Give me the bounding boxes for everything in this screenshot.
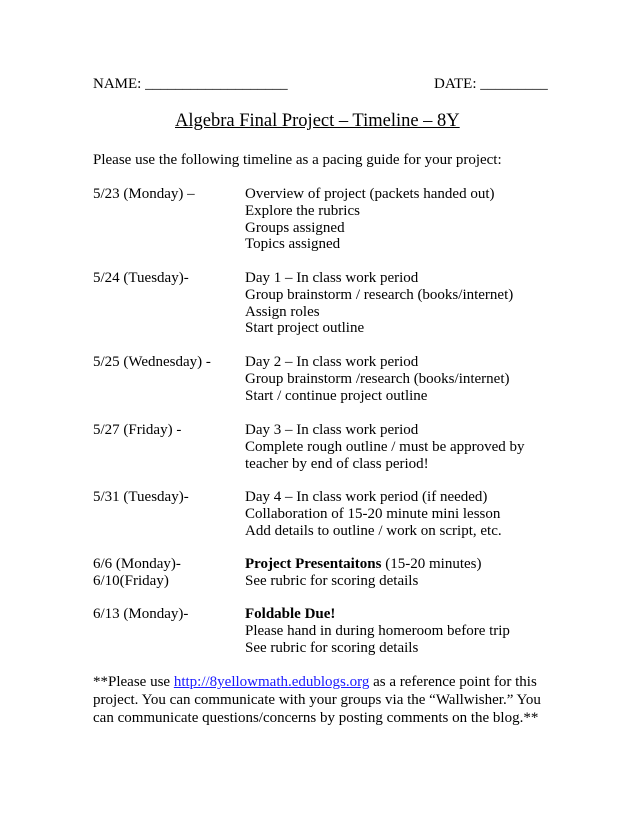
detail-line: Topics assigned — [245, 236, 341, 253]
timeline-date — [93, 422, 181, 439]
date-line: 5/25 (Wednesday) - — [93, 354, 211, 370]
detail-lead-line — [245, 556, 481, 573]
footer-prefix: **Please use — [93, 674, 174, 690]
detail-line: Assign roles — [245, 303, 320, 320]
detail-line: Collaboration of 15-20 minute mini lesson — [245, 505, 501, 522]
blog-link[interactable]: http://8yellowmath.edublogs.org — [173, 674, 370, 690]
date-line: 6/6 (Monday)- — [93, 556, 181, 572]
timeline-date — [93, 556, 181, 590]
foldable-due-heading: Foldable Due! — [245, 606, 336, 622]
intro-text: Please use the following timeline as a pacing guide for your project: — [93, 152, 502, 168]
timeline-date — [93, 606, 188, 623]
detail-line: Group brainstorm /research (books/internet) — [245, 370, 510, 387]
timeline-details — [245, 489, 502, 539]
detail-line: Add details to outline / work on script, etc. — [245, 522, 502, 539]
detail-line: Explore the rubrics — [245, 202, 360, 219]
detail-line: Groups assigned — [245, 219, 345, 236]
detail-line: teacher by end of class period! — [245, 455, 429, 472]
detail-line: Overview of project (packets handed out) — [245, 186, 495, 202]
detail-line: Start / continue project outline — [245, 387, 428, 404]
detail-line: Start project outline — [245, 320, 365, 337]
date-line: 6/13 (Monday)- — [93, 606, 189, 622]
date-field-label: DATE: _________ — [434, 76, 548, 92]
date-line: 5/27 (Friday) - — [93, 422, 182, 438]
footer-line: project. You can communicate with your groups via the “Wallwisher.” You — [93, 692, 541, 708]
name-field-label: NAME: ___________________ — [93, 76, 288, 92]
presentations-duration: (15-20 minutes) — [381, 556, 482, 572]
document-title: Algebra Final Project – Timeline – 8Y — [175, 111, 460, 131]
date-line: 5/31 (Tuesday)- — [93, 489, 189, 505]
timeline-details — [245, 422, 525, 472]
footer-line — [93, 673, 553, 691]
presentations-heading: Project Presentaitons — [245, 556, 382, 572]
footer-note — [93, 673, 553, 727]
timeline-details — [245, 556, 481, 590]
date-line: 5/23 (Monday) – — [93, 186, 195, 202]
detail-line: Day 4 – In class work period (if needed) — [245, 489, 488, 505]
detail-line: Day 2 – In class work period — [245, 354, 419, 370]
detail-line: Group brainstorm / research (books/internet) — [245, 286, 514, 303]
timeline-details — [245, 270, 513, 337]
timeline-details — [245, 606, 510, 656]
detail-line: Complete rough outline / must be approved by — [245, 438, 525, 455]
detail-line: Please hand in during homeroom before trip — [245, 622, 510, 639]
timeline-details — [245, 354, 510, 404]
detail-line: See rubric for scoring details — [245, 639, 419, 656]
date-line: 5/24 (Tuesday)- — [93, 270, 189, 286]
date-line: 6/10(Friday) — [93, 572, 169, 589]
detail-line: See rubric for scoring details — [245, 572, 419, 589]
timeline-date — [93, 489, 189, 506]
timeline-date — [93, 354, 211, 371]
timeline-date — [93, 270, 189, 287]
footer-suffix: as a reference point for this — [369, 674, 537, 690]
timeline-date — [93, 186, 195, 203]
footer-line: can communicate questions/concerns by posting comments on the blog.** — [93, 710, 539, 726]
detail-line: Day 1 – In class work period — [245, 270, 419, 286]
detail-line: Day 3 – In class work period — [245, 422, 419, 438]
timeline-details — [245, 186, 495, 253]
